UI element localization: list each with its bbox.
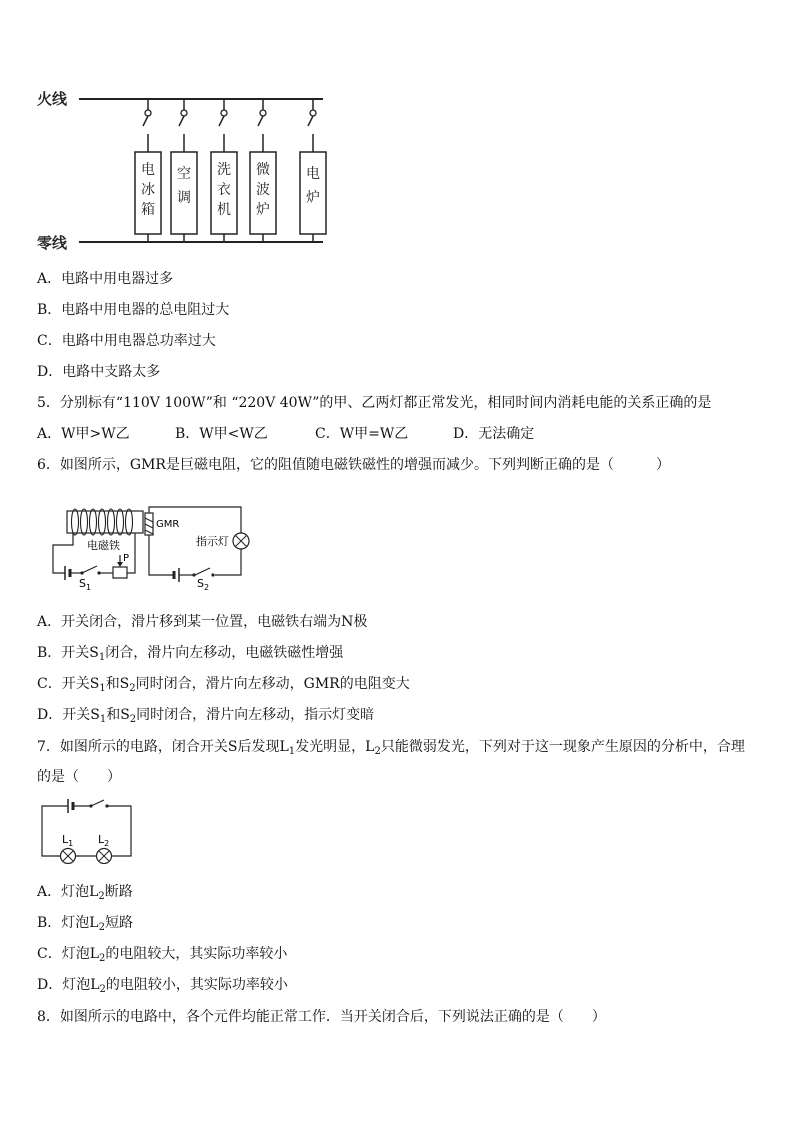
q6-option-a: A．开关闭合，滑片移到某一位置，电磁铁右端为N极: [37, 614, 368, 630]
household-circuit-figure: [35, 82, 335, 252]
appliance-label: 电炉: [306, 166, 320, 206]
s2-label: $S_2$: [197, 577, 210, 590]
gmr-circuit-figure: [45, 505, 260, 590]
coil-turn: [126, 509, 133, 535]
q7-stem-line2: 的是（ ）: [37, 769, 121, 785]
q5-option-a: A．W甲>W乙: [37, 426, 130, 442]
appliance-branch: [300, 99, 326, 242]
q4-option-d: D．电路中支路太多: [37, 364, 161, 380]
slide-rheostat: [113, 567, 127, 578]
switch-contact: [221, 110, 227, 116]
live-wire-label: 火线: [37, 90, 68, 108]
q4-option-c: C．电路中用电器总功率过大: [37, 333, 216, 349]
appliance-label: 微波炉: [256, 162, 270, 218]
right-circuit-wire-4: [149, 535, 174, 575]
left-circuit-wire: [53, 533, 73, 573]
switch-s1-blade: [82, 566, 97, 573]
coil-turn: [99, 509, 106, 535]
switch-contact: [181, 110, 187, 116]
switch-blade: [308, 116, 313, 126]
circuit-wire-3: [107, 806, 131, 856]
switch-contact: [310, 110, 316, 116]
coil-turn: [72, 509, 79, 535]
appliance-label: 空调: [177, 166, 191, 206]
appliance-label: 电冰箱: [141, 162, 155, 218]
appliance-label: 洗衣机: [217, 162, 231, 218]
q7-option-d: D．灯泡$L_2$的电阻较小，其实际功率较小: [37, 977, 288, 995]
appliance-branches: [135, 99, 326, 242]
q6-option-c: C．开关$S_1$和$S_2$同时闭合，滑片向左移动，GMR的电阻变大: [37, 676, 410, 694]
q7-option-b: B．灯泡$L_2$短路: [37, 915, 133, 933]
switch-s2-blade: [195, 568, 210, 575]
s1-label: $S_1$: [79, 577, 92, 590]
q7-stem-line1: 7．如图所示的电路，闭合开关S后发现$L_1$发光明显，$L_2$只能微弱发光，下列对于这一现象产生原因的分析中，合理: [37, 739, 745, 757]
switch-s2-contact: [211, 573, 214, 576]
q5-option-d: D．无法确定: [453, 426, 535, 442]
q5-option-b: B．W甲<W乙: [175, 426, 268, 442]
switch-blade: [179, 116, 184, 126]
electromagnet-coil: [72, 509, 133, 535]
circuit-wire: [42, 806, 68, 856]
switch-blade: [143, 116, 148, 126]
l1-label: $L_1$: [62, 833, 74, 848]
coil-turn: [108, 509, 115, 535]
q5-option-c: C．W甲=W乙: [315, 426, 409, 442]
switch-blade: [258, 116, 263, 126]
coil-turn: [81, 509, 88, 535]
electromagnet-label: 电磁铁: [87, 539, 120, 552]
q7-option-a: A．灯泡$L_2$断路: [37, 884, 133, 902]
switch-contact: [260, 110, 266, 116]
switch-blade: [91, 800, 104, 806]
slider-p-label: P: [123, 553, 130, 564]
switch-contact: [145, 110, 151, 116]
neutral-wire-label: 零线: [37, 234, 68, 252]
switch-blade: [219, 116, 224, 126]
q4-option-a: A．电路中用电器过多: [37, 271, 174, 287]
coil-turn: [90, 509, 97, 535]
appliance-branch: [250, 99, 276, 242]
q5-options: [37, 424, 534, 444]
indicator-label: 指示灯: [196, 535, 229, 548]
right-circuit-wire-2: [215, 549, 241, 575]
appliance-branch: [135, 99, 161, 242]
q7-option-c: C．灯泡$L_2$的电阻较大，其实际功率较小: [37, 946, 288, 964]
q6-option-b: B．开关$S_1$闭合，滑片向左移动，电磁铁磁性增强: [37, 645, 344, 663]
q6-stem: 6．如图所示，GMR是巨磁电阻，它的阻值随电磁铁磁性的增强而减少。下列判断正确的是（ ）: [37, 457, 670, 473]
q4-option-b: B．电路中用电器的总电阻过大: [37, 302, 230, 318]
q8-stem: 8．如图所示的电路中，各个元件均能正常工作．当开关闭合后，下列说法正确的是（ ）: [37, 1009, 606, 1025]
gmr-label: GMR: [156, 519, 180, 530]
q6-option-d: D．开关$S_1$和$S_2$同时闭合，滑片向左移动，指示灯变暗: [37, 707, 375, 725]
l2-label: $L_2$: [98, 833, 110, 848]
appliance-branch: [171, 99, 197, 242]
appliance-branch: [211, 99, 237, 242]
q5-stem: 5．分别标有“110V 100W”和 “220V 40W”的甲、乙两灯都正常发光，相同时间内消耗电能的关系正确的是: [37, 395, 712, 411]
coil-turn: [117, 509, 124, 535]
series-lamps-figure: [38, 798, 138, 864]
